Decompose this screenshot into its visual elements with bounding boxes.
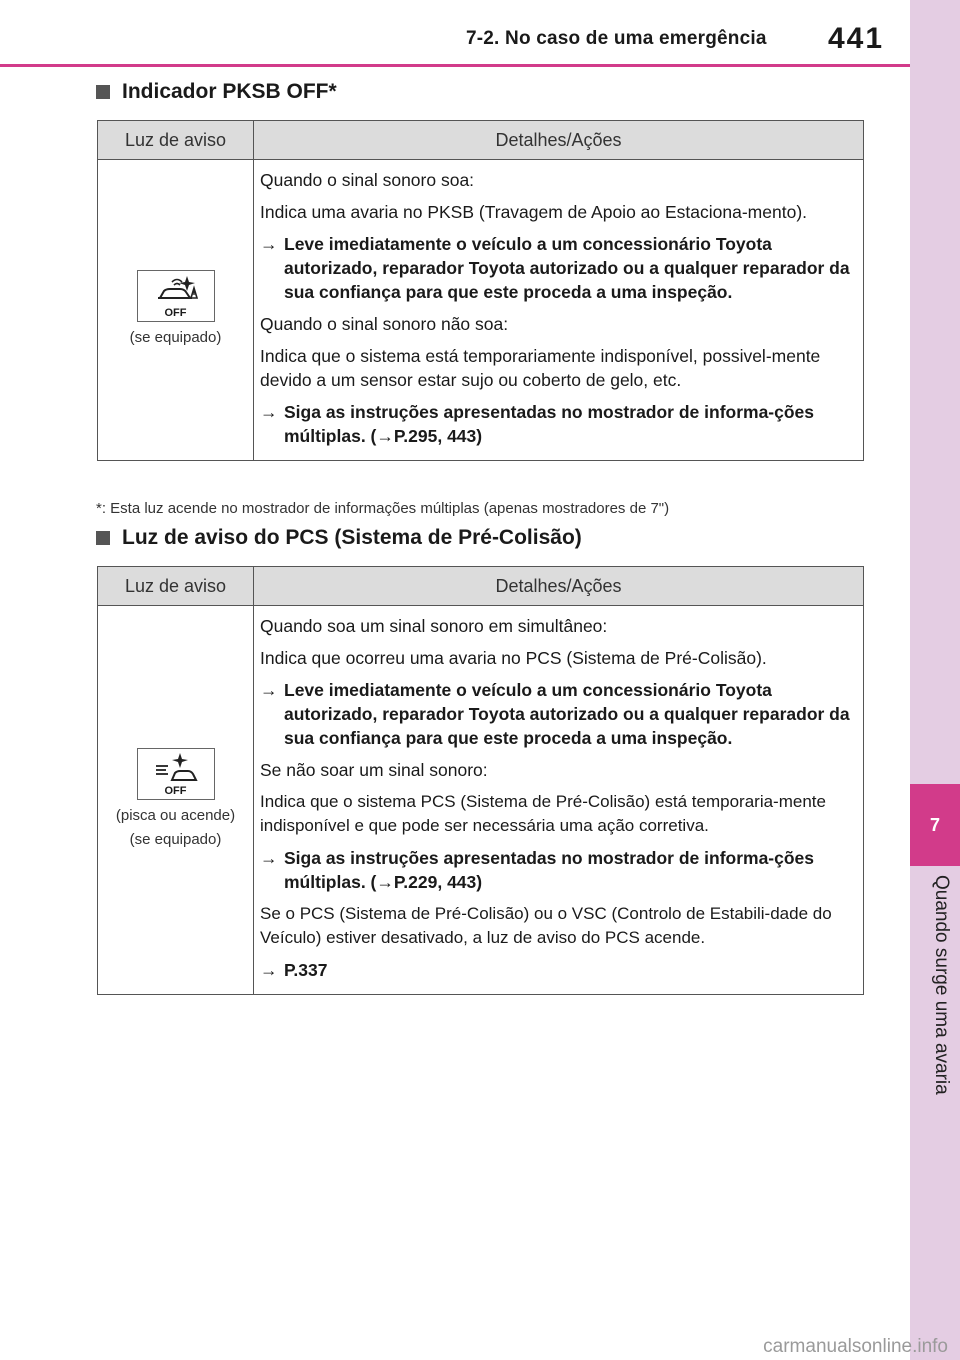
footnote: *: Esta luz acende no mostrador de informações múltiplas (apenas mostradores de 7") <box>96 500 670 517</box>
action-text: Leve imediatamente o veículo a um concessionário Toyota autorizado, reparador Toyota autorizado ou a qualquer reparador da sua confiança para que este proceda a uma inspeção. <box>284 680 850 748</box>
off-label: OFF <box>164 784 187 797</box>
section-heading-pksb <box>96 80 337 104</box>
section-heading-text: Indicador PKSB OFF* <box>122 80 337 103</box>
chapter-number: 7 <box>910 784 960 866</box>
pksb-off-icon <box>137 270 215 322</box>
details-cell <box>254 160 863 460</box>
action-text <box>284 400 855 448</box>
detail-text: Quando o sinal sonoro não soa: <box>260 314 509 334</box>
warning-light-cell <box>98 606 254 994</box>
table-header <box>98 567 863 606</box>
warning-light-cell <box>98 160 254 460</box>
arrow-icon: → <box>260 234 278 254</box>
arrow-icon: → <box>260 680 278 700</box>
table-row <box>98 160 863 460</box>
detail-text: Indica que o sistema está temporariamente indisponível, possivel-mente devido a um sensor estar sujo ou coberto de gelo, etc. <box>260 346 821 390</box>
section-heading-text: Luz de aviso do PCS (Sistema de Pré-Colisão) <box>122 526 582 549</box>
off-label: OFF <box>164 306 187 319</box>
icon-caption: (se equipado) <box>129 831 222 848</box>
detail-text: Se o PCS (Sistema de Pré-Colisão) ou o VSC (Controlo de Estabili-dade do Veículo) estiver desativado, a luz de aviso do PCS acende. <box>260 904 832 947</box>
chapter-side-tab <box>910 0 960 1360</box>
header-rule <box>0 64 910 67</box>
table-header <box>98 121 863 160</box>
icon-caption: (se equipado) <box>129 329 222 346</box>
action-item <box>260 958 855 982</box>
watermark: carmanualsonline.info <box>763 1336 948 1357</box>
action-text-part: Siga as instruções apresentadas no mostrador de informa-ções múltiplas. ( <box>284 848 815 892</box>
page-reference: P.295, 443) <box>393 426 483 446</box>
action-text: Leve imediatamente o veículo a um concessionário Toyota autorizado, reparador Toyota autorizado ou a qualquer reparador da sua confiança para que este proceda a uma inspeção. <box>284 234 850 302</box>
action-item <box>260 846 855 894</box>
action-item <box>260 678 855 750</box>
detail-text: Quando o sinal sonoro soa: <box>260 170 475 190</box>
action-item <box>260 400 855 448</box>
details-cell <box>254 606 863 994</box>
detail-text: Quando soa um sinal sonoro em simultâneo: <box>260 616 608 636</box>
arrow-icon: → <box>260 402 278 422</box>
detail-text: Indica uma avaria no PKSB (Travagem de Apoio ao Estaciona-mento). <box>260 202 808 222</box>
arrow-icon: → <box>376 426 394 446</box>
pksb-table <box>97 120 864 461</box>
chapter-label: Quando surge uma avaria <box>931 875 952 1095</box>
page-reference: P.229, 443) <box>393 872 483 892</box>
pcs-table <box>97 566 864 995</box>
page-number: 441 <box>828 22 885 55</box>
detail-text: Indica que ocorreu uma avaria no PCS (Sistema de Pré-Colisão). <box>260 648 767 668</box>
pcs-off-icon <box>137 748 215 800</box>
section-title: 7-2. No caso de uma emergência <box>466 28 767 49</box>
arrow-icon: → <box>260 848 278 868</box>
page-reference: P.337 <box>284 960 328 980</box>
pre-collision-car-icon <box>152 752 200 784</box>
table-row <box>98 606 863 994</box>
square-bullet-icon <box>96 85 110 99</box>
detail-text: Indica que o sistema PCS (Sistema de Pré-Colisão) está temporaria-mente indisponível e que pode ser necessária uma ação corretiva. <box>260 792 826 835</box>
parking-sensor-car-icon <box>152 274 200 306</box>
arrow-icon: → <box>376 872 394 892</box>
action-text-part: Siga as instruções apresentadas no mostrador de informa-ções múltiplas. ( <box>284 402 815 446</box>
action-text <box>284 846 855 894</box>
col-header-warning-light: Luz de aviso <box>98 121 254 159</box>
col-header-details: Detalhes/Ações <box>495 575 622 596</box>
action-item <box>260 232 855 304</box>
arrow-icon: → <box>260 960 278 980</box>
col-header-details: Detalhes/Ações <box>495 129 622 150</box>
col-header-warning-light: Luz de aviso <box>98 567 254 605</box>
section-heading-pcs <box>96 526 582 550</box>
detail-text: Se não soar um sinal sonoro: <box>260 760 488 780</box>
icon-caption: (pisca ou acende) <box>115 807 236 824</box>
square-bullet-icon <box>96 531 110 545</box>
